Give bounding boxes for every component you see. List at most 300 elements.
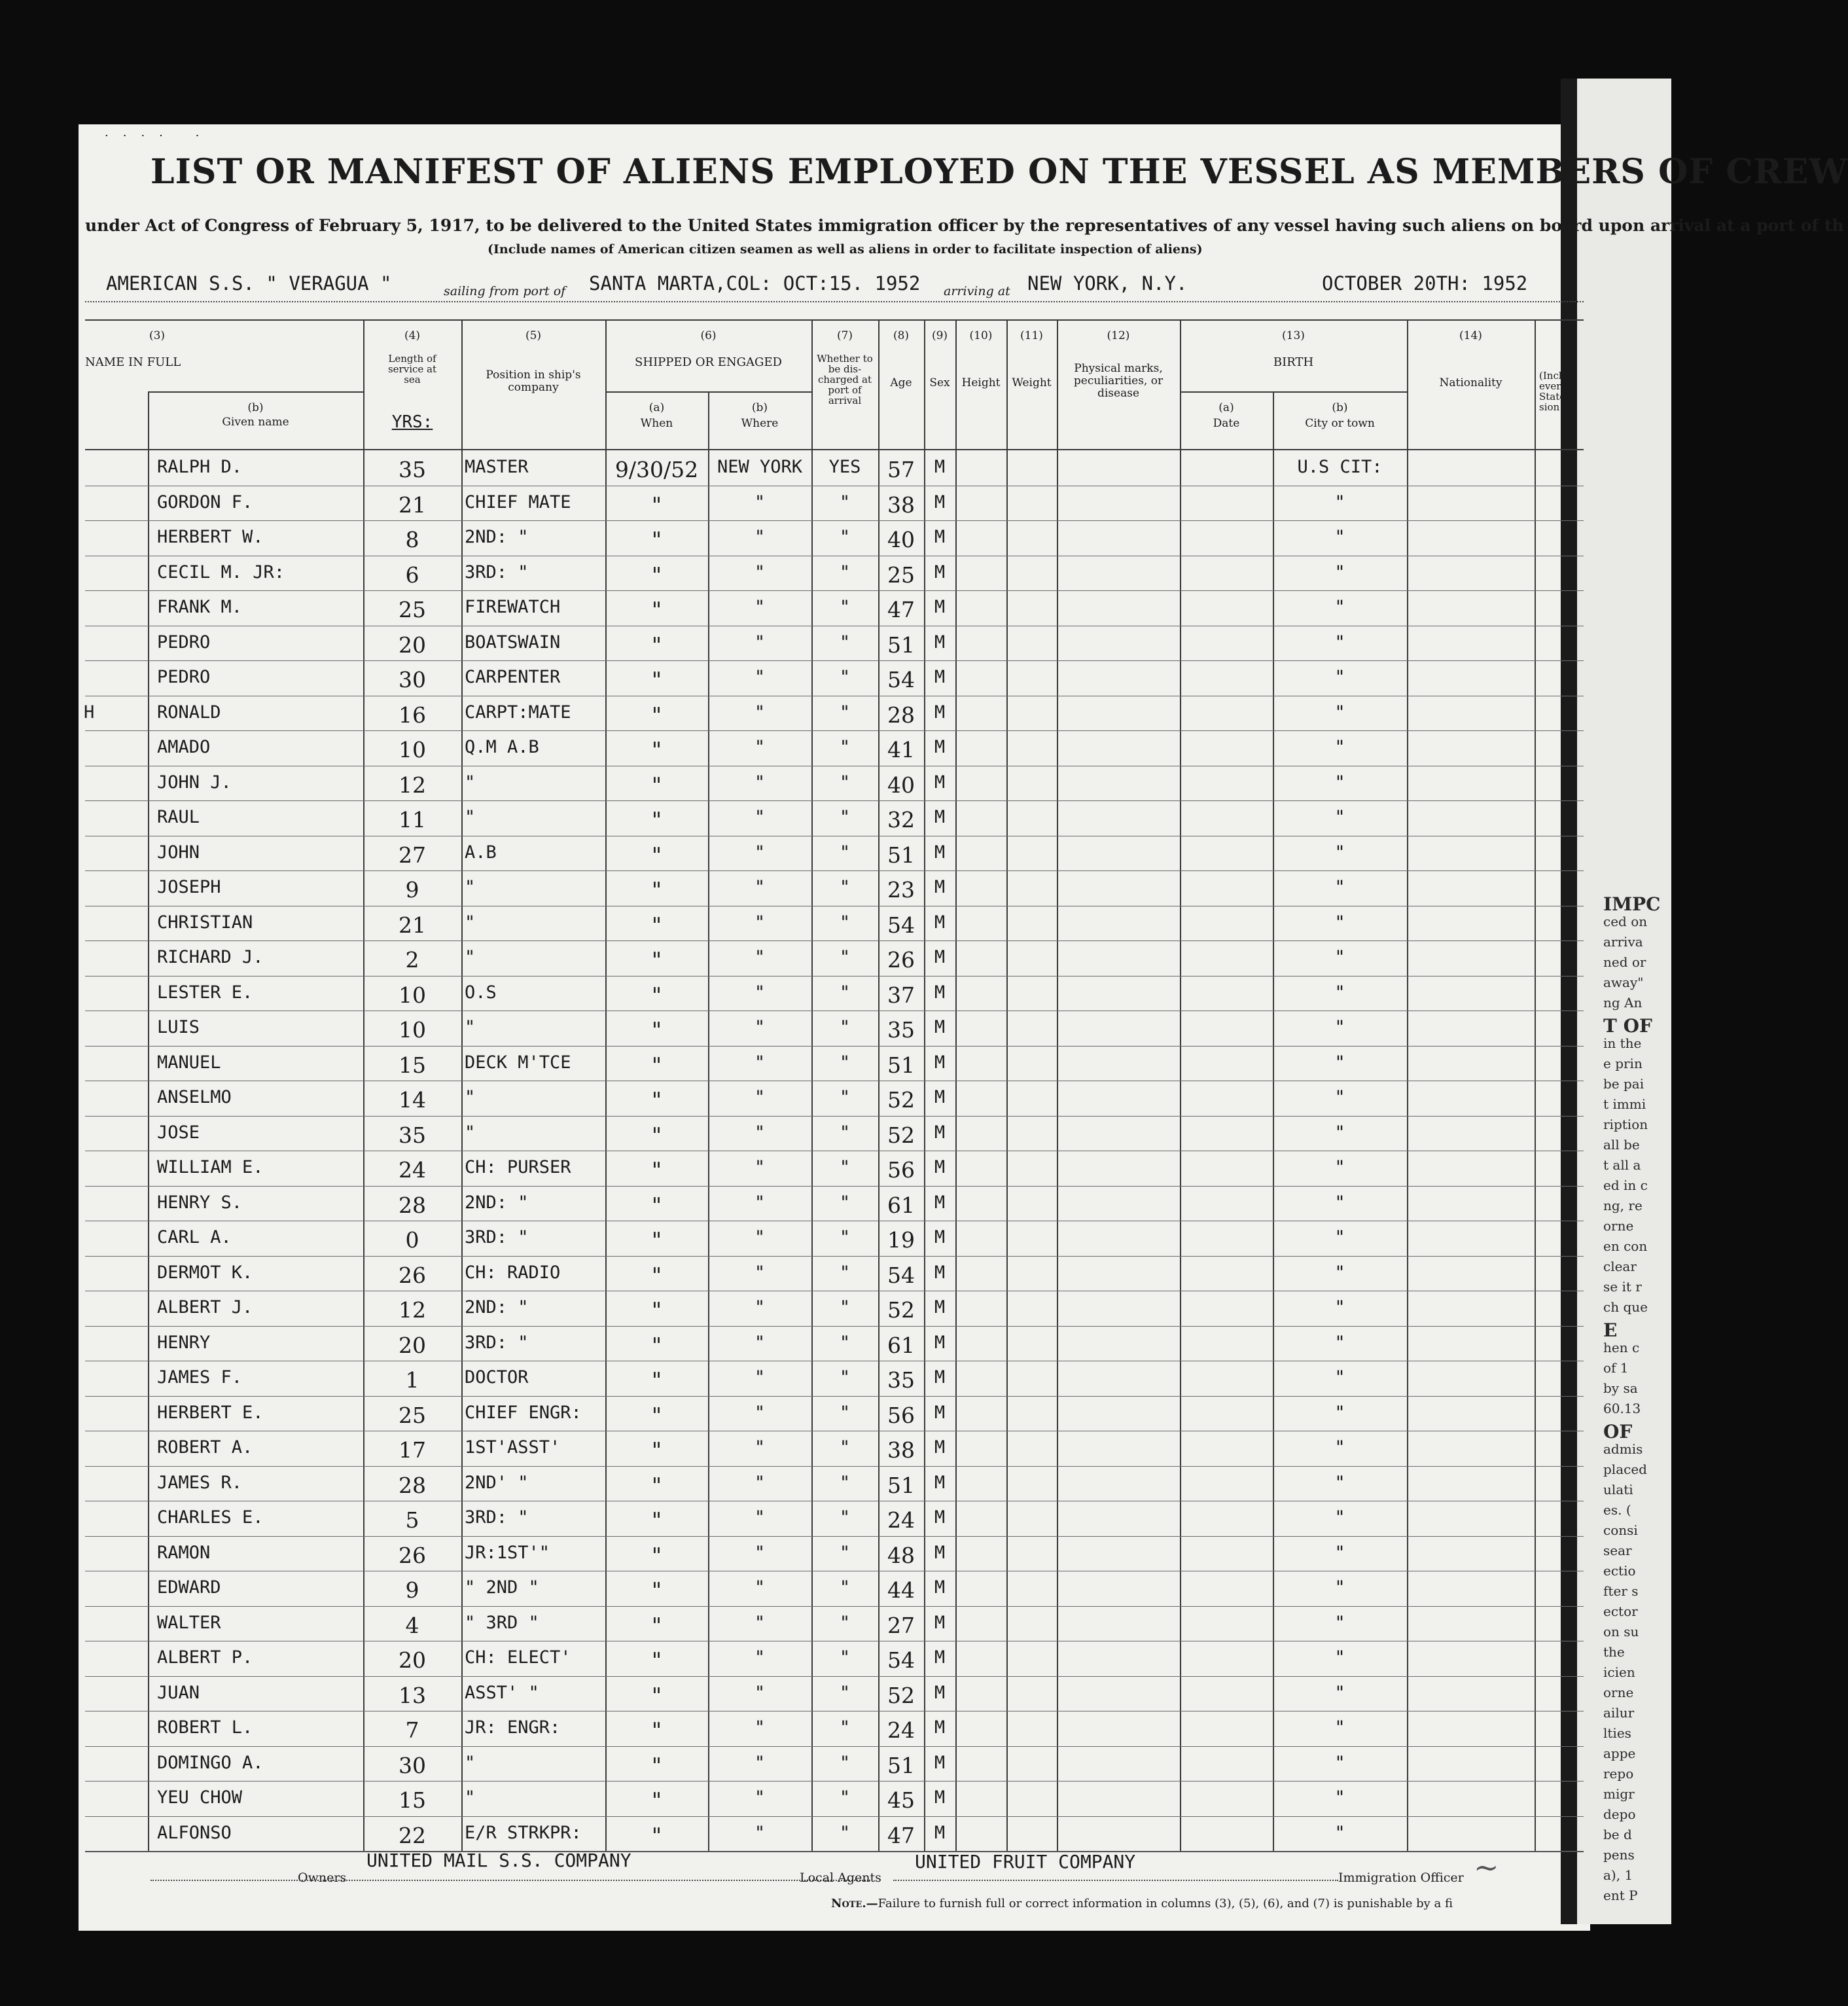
penalty-note (831, 1897, 1453, 1910)
discharged-flag: " (839, 667, 851, 687)
age: 54 (887, 667, 915, 692)
col4-unit: YRS: (391, 412, 433, 432)
birth-place: " (1334, 1367, 1345, 1388)
side-text-fragment: away" (1603, 975, 1644, 990)
row-rule (85, 730, 1584, 731)
service-years: 11 (399, 807, 426, 833)
col6a-title: When (640, 417, 673, 430)
engaged-where: " (754, 737, 766, 757)
discharged-flag: " (839, 562, 851, 582)
ship-position: " (465, 1122, 476, 1143)
birth-place: " (1334, 1052, 1345, 1073)
ship-position: CARPT:MATE (465, 702, 571, 723)
discharged-flag: " (839, 877, 851, 897)
given-name: RALPH D. (157, 457, 243, 477)
given-name: JAMES F. (157, 1367, 243, 1388)
engaged-where: " (754, 1647, 766, 1668)
sex: M (934, 1612, 946, 1633)
birth-place: " (1334, 1577, 1345, 1598)
col3-title: NAME IN FULL (85, 355, 181, 369)
sex: M (934, 1017, 946, 1037)
birth-place: " (1334, 562, 1345, 582)
sex: M (934, 1682, 946, 1703)
birth-place: " (1334, 1402, 1345, 1423)
discharged-flag: " (839, 807, 851, 827)
engaged-when: " (651, 1017, 662, 1043)
engaged-when: " (651, 632, 662, 658)
ship-position: " (465, 1787, 476, 1808)
discharged-flag: " (839, 492, 851, 512)
row-rule (85, 660, 1584, 661)
age: 23 (887, 877, 915, 903)
age: 51 (887, 842, 915, 868)
col12-title: Physical marks, peculiarities, or disease (1073, 362, 1164, 400)
sex: M (934, 877, 946, 897)
sex: M (934, 947, 946, 967)
owners-value: UNITED MAIL S.S. COMPANY (366, 1850, 631, 1871)
given-name: JOSEPH (157, 877, 221, 897)
engaged-where: " (754, 1157, 766, 1177)
sex: M (934, 842, 946, 863)
age: 28 (887, 702, 915, 728)
sex: M (934, 1157, 946, 1177)
subheader-rule (605, 391, 811, 393)
given-name: PEDRO (157, 667, 211, 687)
include-note: (Include names of American citizen seamen as well as aliens in order to facilitate inspection of aliens) (488, 242, 1203, 257)
discharged-flag: " (839, 1577, 851, 1598)
ship-position: 3RD: " (465, 562, 529, 582)
row-rule (85, 1046, 1584, 1047)
col12-number: (12) (1107, 329, 1130, 342)
engaged-when: " (651, 772, 662, 798)
side-text-fragment: t all a (1603, 1157, 1641, 1173)
given-name: HERBERT E. (157, 1402, 264, 1423)
service-years: 35 (399, 457, 426, 482)
discharged-flag: " (839, 1402, 851, 1423)
age: 26 (887, 947, 915, 973)
given-name: CHARLES E. (157, 1507, 264, 1528)
engaged-when: " (651, 1717, 662, 1743)
sex: M (934, 772, 946, 793)
engaged-when: " (651, 1122, 662, 1148)
engaged-when: " (651, 1822, 662, 1848)
discharged-flag: " (839, 1822, 851, 1843)
birth-place: " (1334, 912, 1345, 933)
service-years: 20 (399, 1647, 426, 1673)
ship-position: 3RD: " (465, 1507, 529, 1528)
sex: M (934, 1262, 946, 1283)
row-rule (85, 520, 1584, 521)
given-name: ROBERT L. (157, 1717, 253, 1738)
side-text-fragment: es. ( (1603, 1502, 1631, 1518)
side-text-fragment: ailur (1603, 1705, 1635, 1721)
age: 52 (887, 1682, 915, 1708)
col-divider (1006, 319, 1008, 1851)
age: 32 (887, 807, 915, 833)
crew-table (85, 319, 1584, 1851)
engaged-when: " (651, 527, 662, 552)
col-divider (1407, 319, 1408, 1851)
engaged-where: " (754, 947, 766, 967)
col13a-number: (a) (1218, 401, 1234, 414)
row-rule (85, 1606, 1584, 1607)
service-years: 2 (405, 947, 419, 973)
age: 48 (887, 1542, 915, 1568)
row-rule (85, 1816, 1584, 1817)
birth-place: " (1334, 1437, 1345, 1458)
discharged-flag: " (839, 1332, 851, 1353)
sex: M (934, 1472, 946, 1493)
manifest-footer (85, 1852, 1584, 1924)
birth-place: " (1334, 842, 1345, 863)
engaged-where: " (754, 527, 766, 547)
engaged-when: " (651, 807, 662, 833)
discharged-flag: " (839, 1227, 851, 1247)
discharged-flag: " (839, 1052, 851, 1073)
given-name: ALFONSO (157, 1822, 232, 1843)
given-name: JOSE (157, 1122, 200, 1143)
sex: M (934, 1122, 946, 1143)
col13-title: BIRTH (1273, 355, 1314, 369)
service-years: 17 (399, 1437, 426, 1463)
birth-place: " (1334, 1542, 1345, 1563)
age: 56 (887, 1402, 915, 1428)
engaged-where: " (754, 562, 766, 582)
engaged-when: " (651, 1367, 662, 1393)
row-rule (85, 1676, 1584, 1677)
engaged-when: " (651, 1437, 662, 1463)
side-text-fragment: clear (1603, 1259, 1637, 1274)
engaged-where: " (754, 1017, 766, 1037)
side-text-fragment: admis (1603, 1441, 1643, 1457)
side-text-fragment: depo (1603, 1806, 1636, 1822)
side-text-fragment: ced on (1603, 914, 1648, 929)
engaged-when: " (651, 1647, 662, 1673)
birth-place: " (1334, 1682, 1345, 1703)
sex: M (934, 1787, 946, 1808)
engaged-where: " (754, 1087, 766, 1107)
sex: M (934, 1192, 946, 1213)
birth-place: " (1334, 1717, 1345, 1738)
note-text: Failure to furnish full or correct information in columns (3), (5), (6), and (7) is punishable by a fi (878, 1897, 1453, 1910)
row-rule (85, 1536, 1584, 1537)
engaged-when: " (651, 1227, 662, 1253)
ship-position: JR:1ST'" (465, 1542, 550, 1563)
col14-title: Nationality (1439, 376, 1502, 389)
engaged-where: " (754, 1717, 766, 1738)
sex: M (934, 1752, 946, 1773)
given-name: CHRISTIAN (157, 912, 253, 933)
side-text-fragment: ned or (1603, 954, 1646, 970)
sex: M (934, 1332, 946, 1353)
discharged-flag: " (839, 912, 851, 933)
ship-position: 2ND: " (465, 1297, 529, 1317)
sex: M (934, 1822, 946, 1843)
service-years: 22 (399, 1822, 426, 1848)
service-years: 20 (399, 1332, 426, 1358)
engaged-where: " (754, 1367, 766, 1388)
service-years: 5 (405, 1507, 419, 1533)
sex: M (934, 457, 946, 477)
col13a-title: Date (1213, 417, 1240, 430)
ship-position: " (465, 1752, 476, 1773)
engaged-where: " (754, 877, 766, 897)
service-years: 12 (399, 772, 426, 798)
ship-position: 3RD: " (465, 1332, 529, 1353)
given-name: WILLIAM E. (157, 1157, 264, 1177)
age: 56 (887, 1157, 915, 1183)
engaged-when: " (651, 912, 662, 938)
engaged-where: " (754, 1262, 766, 1283)
engaged-when: " (651, 1052, 662, 1078)
engaged-where: " (754, 1542, 766, 1563)
engaged-where: " (754, 1437, 766, 1458)
port-from: SANTA MARTA,COL: OCT:15. 1952 (589, 272, 921, 295)
age: 52 (887, 1297, 915, 1323)
sex: M (934, 1297, 946, 1317)
given-name: HENRY S. (157, 1192, 243, 1213)
discharged-flag: " (839, 1717, 851, 1738)
engaged-when: " (651, 667, 662, 692)
given-name: RAMON (157, 1542, 211, 1563)
given-name: CECIL M. JR: (157, 562, 285, 582)
given-name: FRANK M. (157, 597, 243, 617)
ship-position: " (465, 1087, 476, 1107)
engaged-where: " (754, 1227, 766, 1247)
service-years: 24 (399, 1157, 426, 1183)
age: 40 (887, 772, 915, 798)
discharged-flag: " (839, 1262, 851, 1283)
col5-title: Position in ship's company (486, 368, 581, 394)
age: 24 (887, 1717, 915, 1743)
service-years: 10 (399, 982, 426, 1008)
birth-place: " (1334, 632, 1345, 653)
birth-place: " (1334, 877, 1345, 897)
side-text-fragment: IMPC (1603, 893, 1661, 915)
col7-number: (7) (836, 329, 853, 342)
discharged-flag: " (839, 1787, 851, 1808)
ship-position: " (465, 772, 476, 793)
side-text-fragment: t immi (1603, 1096, 1646, 1112)
ship-position: A.B (465, 842, 497, 863)
side-text-fragment: orne (1603, 1218, 1634, 1234)
birth-place: " (1334, 1157, 1345, 1177)
given-name: ALBERT P. (157, 1647, 253, 1668)
given-name: DERMOT K. (157, 1262, 253, 1283)
service-years: 9 (405, 877, 419, 903)
birth-place: " (1334, 1472, 1345, 1493)
service-years: 28 (399, 1472, 426, 1498)
sex: M (934, 562, 946, 582)
owners-rule (151, 1878, 870, 1881)
ship-position: " 3RD " (465, 1612, 539, 1633)
discharged-flag: " (839, 1612, 851, 1633)
age: 52 (887, 1122, 915, 1148)
sex: M (934, 807, 946, 827)
given-name: YEU CHOW (157, 1787, 243, 1808)
given-name: EDWARD (157, 1577, 221, 1598)
engaged-when: " (651, 1192, 662, 1218)
sex: M (934, 1507, 946, 1528)
birth-place: " (1334, 527, 1345, 547)
side-text-fragment: pens (1603, 1847, 1635, 1863)
subheader-rule (148, 391, 363, 393)
sailing-label: sailing from port of (444, 284, 566, 298)
engaged-where: " (754, 1472, 766, 1493)
side-text-fragment: of 1 (1603, 1360, 1629, 1376)
row-rule (85, 1256, 1584, 1257)
discharged-flag: " (839, 702, 851, 723)
age: 47 (887, 597, 915, 622)
service-years: 14 (399, 1087, 426, 1113)
col9-title: Sex (929, 376, 950, 389)
side-text-fragment: appe (1603, 1746, 1636, 1761)
ship-position: " (465, 947, 476, 967)
service-years: 13 (399, 1682, 426, 1708)
discharged-flag: " (839, 982, 851, 1003)
side-text-fragment: icien (1603, 1664, 1635, 1680)
given-name: JUAN (157, 1682, 200, 1703)
age: 40 (887, 527, 915, 552)
col-divider (1535, 319, 1536, 1851)
ship-position: " (465, 807, 476, 827)
ship-position: JR: ENGR: (465, 1717, 561, 1738)
side-text-fragment: ulati (1603, 1482, 1633, 1497)
age: 38 (887, 492, 915, 518)
given-name: MANUEL (157, 1052, 221, 1073)
ship-position: CH: RADIO (465, 1262, 561, 1283)
age: 19 (887, 1227, 915, 1253)
col4-number: (4) (404, 329, 421, 342)
side-text-fragment: consi (1603, 1522, 1638, 1538)
engaged-when: " (651, 1542, 662, 1568)
col14-number: (14) (1459, 329, 1482, 342)
service-years: 16 (399, 702, 426, 728)
age: 51 (887, 1052, 915, 1078)
age: 25 (887, 562, 915, 588)
col10-title: Height (961, 376, 1001, 389)
given-name: ALBERT J. (157, 1297, 253, 1317)
engaged-where: " (754, 1822, 766, 1843)
engaged-where: " (754, 632, 766, 653)
engaged-where: " (754, 1787, 766, 1808)
service-years: 21 (399, 492, 426, 518)
arriving-label: arriving at (944, 284, 1010, 298)
given-name: AMADO (157, 737, 211, 757)
birth-place: " (1334, 772, 1345, 793)
agents-rule (893, 1878, 1338, 1881)
service-years: 20 (399, 632, 426, 658)
sex: M (934, 1542, 946, 1563)
discharged-flag: " (839, 1647, 851, 1668)
side-text-fragment: a), 1 (1603, 1867, 1633, 1883)
ship-position: CHIEF ENGR: (465, 1402, 582, 1423)
engaged-when: " (651, 702, 662, 728)
ship-position: BOATSWAIN (465, 632, 561, 653)
engaged-where: " (754, 1052, 766, 1073)
engaged-when: " (651, 1682, 662, 1708)
sex: M (934, 492, 946, 512)
service-years: 0 (405, 1227, 419, 1253)
engaged-where: " (754, 1332, 766, 1353)
discharged-flag: " (839, 1017, 851, 1037)
statute-subtitle: under Act of Congress of February 5, 1917, to be delivered to the United States immigration officer by the representatives of any vessel having such aliens on board upon arrival at a port of th (85, 216, 1844, 235)
row-rule (85, 1466, 1584, 1467)
birth-place: " (1334, 807, 1345, 827)
col7-title: Whether to be dis- charged at port of arrival (817, 353, 873, 406)
col-divider (955, 319, 957, 1851)
side-text-fragment: E (1603, 1319, 1618, 1341)
birth-place: " (1334, 1752, 1345, 1773)
side-text-fragment: ch que (1603, 1299, 1648, 1315)
col4-title: Length of service at sea (387, 353, 437, 385)
service-years: 26 (399, 1542, 426, 1568)
engaged-where: " (754, 807, 766, 827)
given-name: HERBERT W. (157, 527, 264, 547)
row-rule (85, 1116, 1584, 1117)
engaged-when: " (651, 1472, 662, 1498)
col-divider (1057, 319, 1058, 1851)
engaged-where: " (754, 702, 766, 723)
sex: M (934, 1717, 946, 1738)
row-rule (85, 800, 1584, 801)
discharged-flag: " (839, 1192, 851, 1213)
engaged-when: " (651, 982, 662, 1008)
engaged-where: " (754, 842, 766, 863)
age: 54 (887, 1647, 915, 1673)
age: 51 (887, 1752, 915, 1778)
side-text-fragment: ectio (1603, 1563, 1636, 1579)
given-name: LUIS (157, 1017, 200, 1037)
service-years: 12 (399, 1297, 426, 1323)
side-text-fragment: 60.13 (1603, 1401, 1641, 1416)
service-years: 1 (405, 1367, 419, 1393)
birth-place: " (1334, 982, 1345, 1003)
row-rule (85, 870, 1584, 871)
ship-position: " 2ND " (465, 1577, 539, 1598)
birth-place: " (1334, 597, 1345, 617)
side-text-fragment: T OF (1603, 1015, 1652, 1037)
ship-position: CH: PURSER (465, 1157, 571, 1177)
discharged-flag: " (839, 947, 851, 967)
engaged-where: " (754, 1507, 766, 1528)
side-text-fragment: ent P (1603, 1888, 1638, 1903)
vessel-line (85, 270, 1584, 302)
side-text-fragment: ription (1603, 1117, 1648, 1132)
side-text-fragment: all be (1603, 1137, 1640, 1153)
discharged-flag: " (839, 597, 851, 617)
engaged-where: " (754, 1577, 766, 1598)
age: 27 (887, 1612, 915, 1638)
birth-place: " (1334, 1262, 1345, 1283)
row-rule (85, 1326, 1584, 1327)
engaged-when: " (651, 1402, 662, 1428)
birth-place: " (1334, 1332, 1345, 1353)
side-text-fragment: ng, re (1603, 1198, 1643, 1213)
side-text-fragment: be pai (1603, 1076, 1644, 1092)
side-text-fragment: migr (1603, 1786, 1635, 1802)
service-years: 8 (405, 527, 419, 552)
sex: M (934, 982, 946, 1003)
sex: M (934, 1437, 946, 1458)
engaged-when: " (651, 842, 662, 868)
engaged-when: " (651, 1752, 662, 1778)
age: 61 (887, 1332, 915, 1358)
discharged-flag: " (839, 632, 851, 653)
service-years: 25 (399, 597, 426, 622)
discharged-flag: " (839, 1437, 851, 1458)
side-text-fragment: ng An (1603, 995, 1643, 1011)
